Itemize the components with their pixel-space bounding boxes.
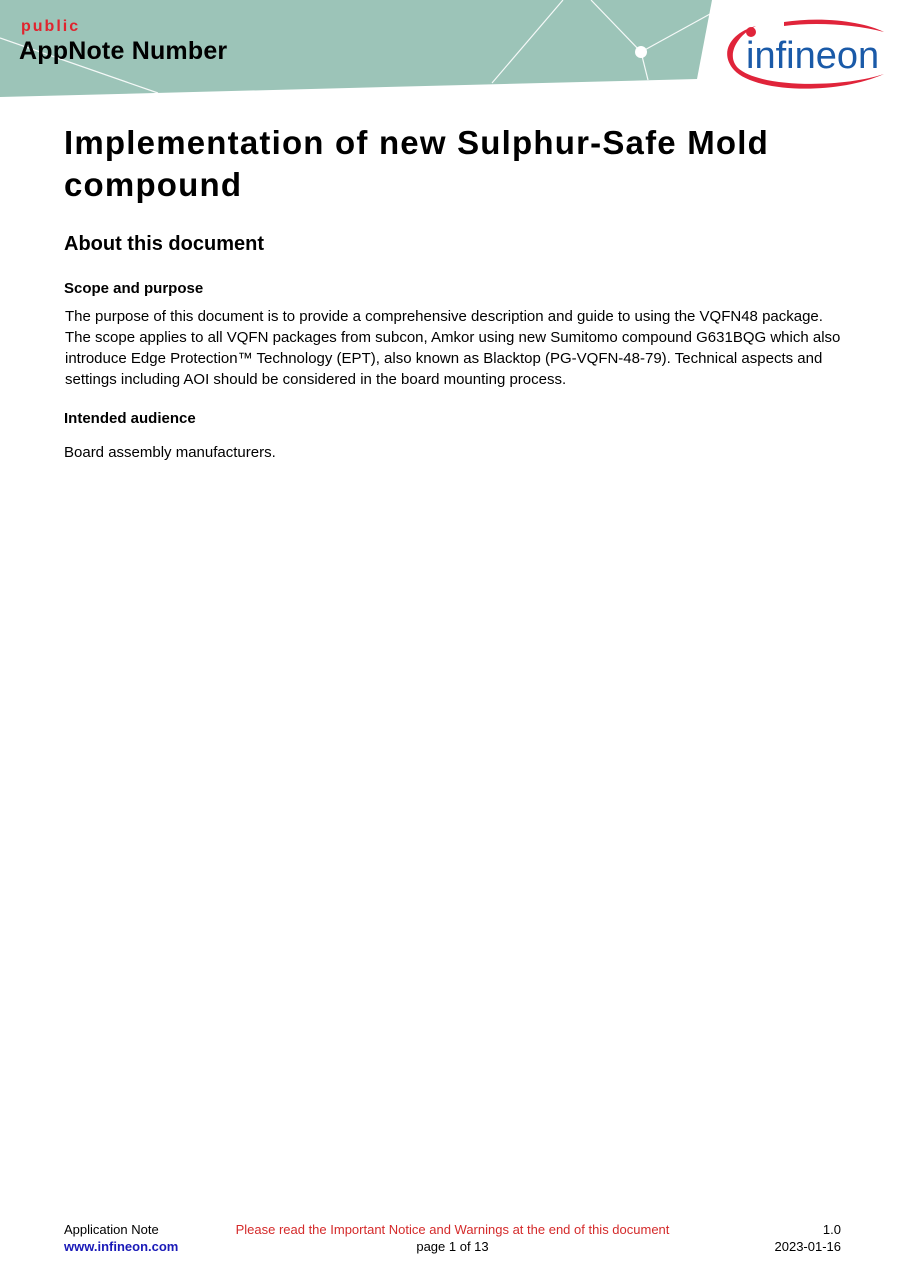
document-title: Implementation of new Sulphur-Safe Mold compound [64,124,769,203]
scope-paragraph: The purpose of this document is to provide a comprehensive description and guide to using the VQFN48 package. The scope applies to all VQFN packages from subcon, Amkor using new Sumitomo compound G631BQG which also introduce Edge Protection™ Technology (EPT), also known as Blacktop (PG-VQFN-48-79). Technical aspects and settings including AOI should be considered in the board mounting process. [65,308,841,388]
logo-wordmark: infineon [746,35,880,77]
classification-label: public [21,18,81,35]
audience-heading: Intended audience [64,410,196,427]
page-number: page 1 of 13 [416,1239,489,1254]
notice-text: Please read the Important Notice and Warnings at the end of this document [235,1222,670,1237]
section-heading: About this document [64,233,264,255]
page-footer [0,1220,905,1260]
document-date: 2023-01-16 [774,1239,841,1254]
version-number: 1.0 [822,1222,841,1237]
website-link[interactable]: www.infineon.com [64,1239,179,1254]
appnote-number: AppNote Number [19,37,228,65]
infineon-logo [724,18,888,94]
audience-paragraph: Board assembly manufacturers. [64,444,276,461]
scope-heading: Scope and purpose [64,280,204,297]
doc-category: Application Note [64,1222,159,1237]
